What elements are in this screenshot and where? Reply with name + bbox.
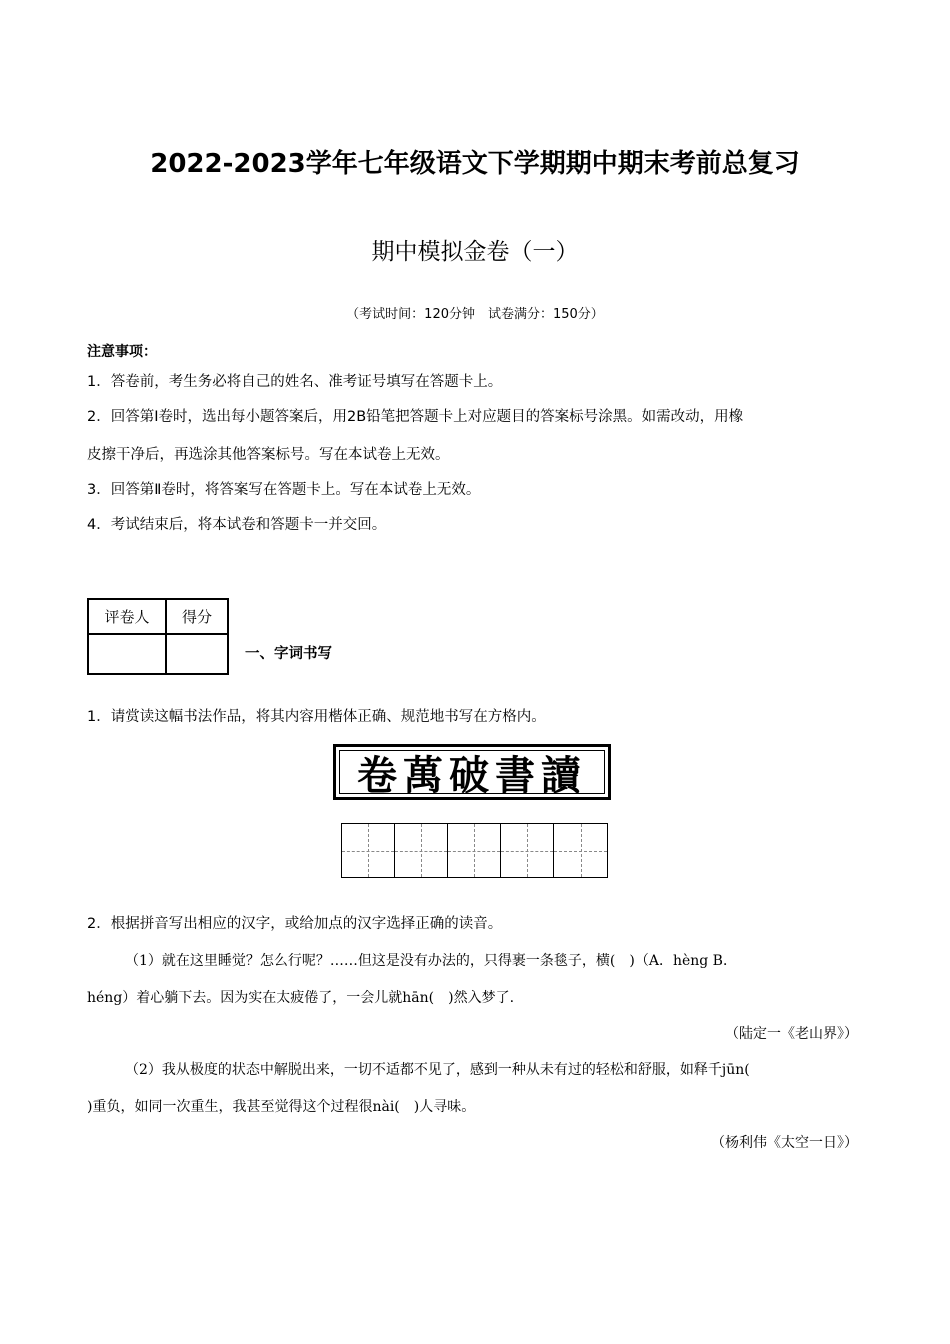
notice-item: 3．回答第Ⅱ卷时，将答案写在答题卡上。写在本试卷上无效。: [87, 482, 481, 498]
notice-item: 4．考试结束后，将本试卷和答题卡一并交回。: [87, 517, 387, 533]
grader-cell: [88, 634, 166, 674]
grid-cell[interactable]: [395, 824, 448, 877]
section-heading: 一、字词书写: [245, 646, 332, 662]
exam-info: （考试时间：120分钟 试卷满分：150分）: [346, 307, 604, 322]
q2-passage-2: （2）我从极度的状态中解脱出来，一切不适都不见了，感到一种从未有过的轻松和舒服，如释千jūn(: [125, 1062, 750, 1078]
notice-heading: 注意事项：: [87, 344, 157, 360]
q2-passage-1: （1）就在这里睡觉？怎么行呢？……但这是没有办法的，只得裹一条毯子，横( )（A．hèng B．: [125, 953, 737, 969]
calligraphy-image: 卷萬破書讀: [333, 744, 611, 800]
grader-header: 评卷人: [88, 599, 166, 634]
exam-subtitle: 期中模拟金卷（一）: [371, 239, 579, 265]
grid-cell[interactable]: [501, 824, 554, 877]
q2-source-1: （陆定一《老山界》）: [725, 1026, 858, 1042]
notice-item: 1．答卷前，考生务必将自己的姓名、准考证号填写在答题卡上。: [87, 374, 503, 390]
notice-item: 皮擦干净后，再选涂其他答案标号。写在本试卷上无效。: [87, 447, 450, 463]
score-cell: [166, 634, 228, 674]
question-2: 2．根据拼音写出相应的汉字，或给加点的汉字选择正确的读音。: [87, 916, 503, 932]
score-table: [87, 598, 229, 675]
score-header: 得分: [166, 599, 228, 634]
grid-cell[interactable]: [448, 824, 501, 877]
q2-passage-2-cont: )重负，如同一次重生，我甚至觉得这个过程很nài( )人寻味。: [87, 1099, 476, 1115]
question-1: 1．请赏读这幅书法作品，将其内容用楷体正确、规范地书写在方格内。: [87, 709, 546, 725]
grid-cell[interactable]: [342, 824, 395, 877]
grid-cell[interactable]: [554, 824, 607, 877]
q2-source-2: （杨利伟《太空一日》）: [711, 1135, 858, 1151]
q2-passage-1-cont: héng）着心躺下去。因为实在太疲倦了，一会儿就hān( )然入梦了.: [87, 990, 515, 1006]
page-title: 2022-2023学年七年级语文下学期期中期末考前总复习: [150, 149, 800, 179]
notice-item: 2．回答第Ⅰ卷时，选出每小题答案后，用2B铅笔把答题卡上对应题目的答案标号涂黑。如需改动，用橡: [87, 409, 744, 425]
writing-grid: [341, 823, 608, 878]
